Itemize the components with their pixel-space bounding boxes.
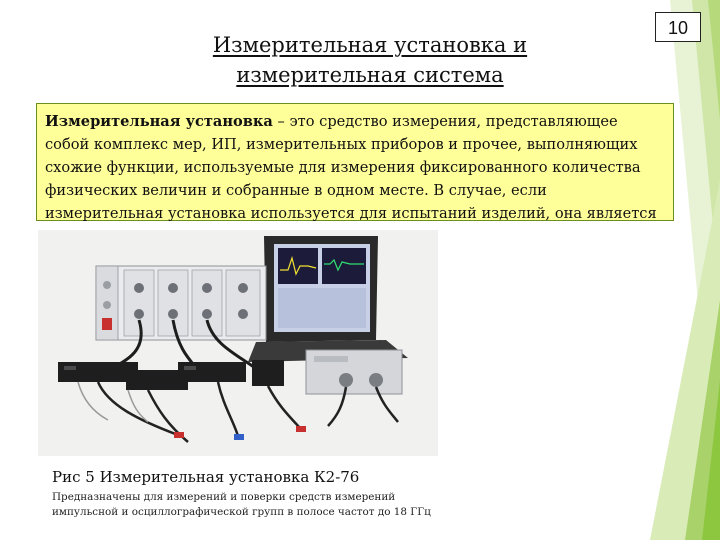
definition-box — [36, 103, 674, 221]
decorative-triangles — [630, 0, 720, 540]
definition-term: Измерительная установка — [45, 113, 273, 130]
equipment-photo — [38, 230, 438, 456]
definition-text: – это средство измерения, представляющее собой комплекс мер, ИП, измерительных приборов и прочее, выполняющих схожие функции, используемые для измерения фиксированного количества физических величин и собранные в одном месте. В случае, если измерительная установка используется для испытаний изделий, она является — [45, 113, 657, 222]
page-number: 10 — [655, 12, 701, 42]
figure-subcaption: Предназначены для измерений и поверки средств измерений импульсной и осциллографической групп в полосе частот до 18 ГГц — [52, 491, 431, 518]
slide-title — [160, 30, 580, 90]
title-line-2: измерительная система — [236, 63, 504, 87]
title-line-1: Измерительная установка и — [212, 33, 528, 57]
figure-caption: Рис 5 Измерительная установка К2-76 — [52, 468, 360, 486]
